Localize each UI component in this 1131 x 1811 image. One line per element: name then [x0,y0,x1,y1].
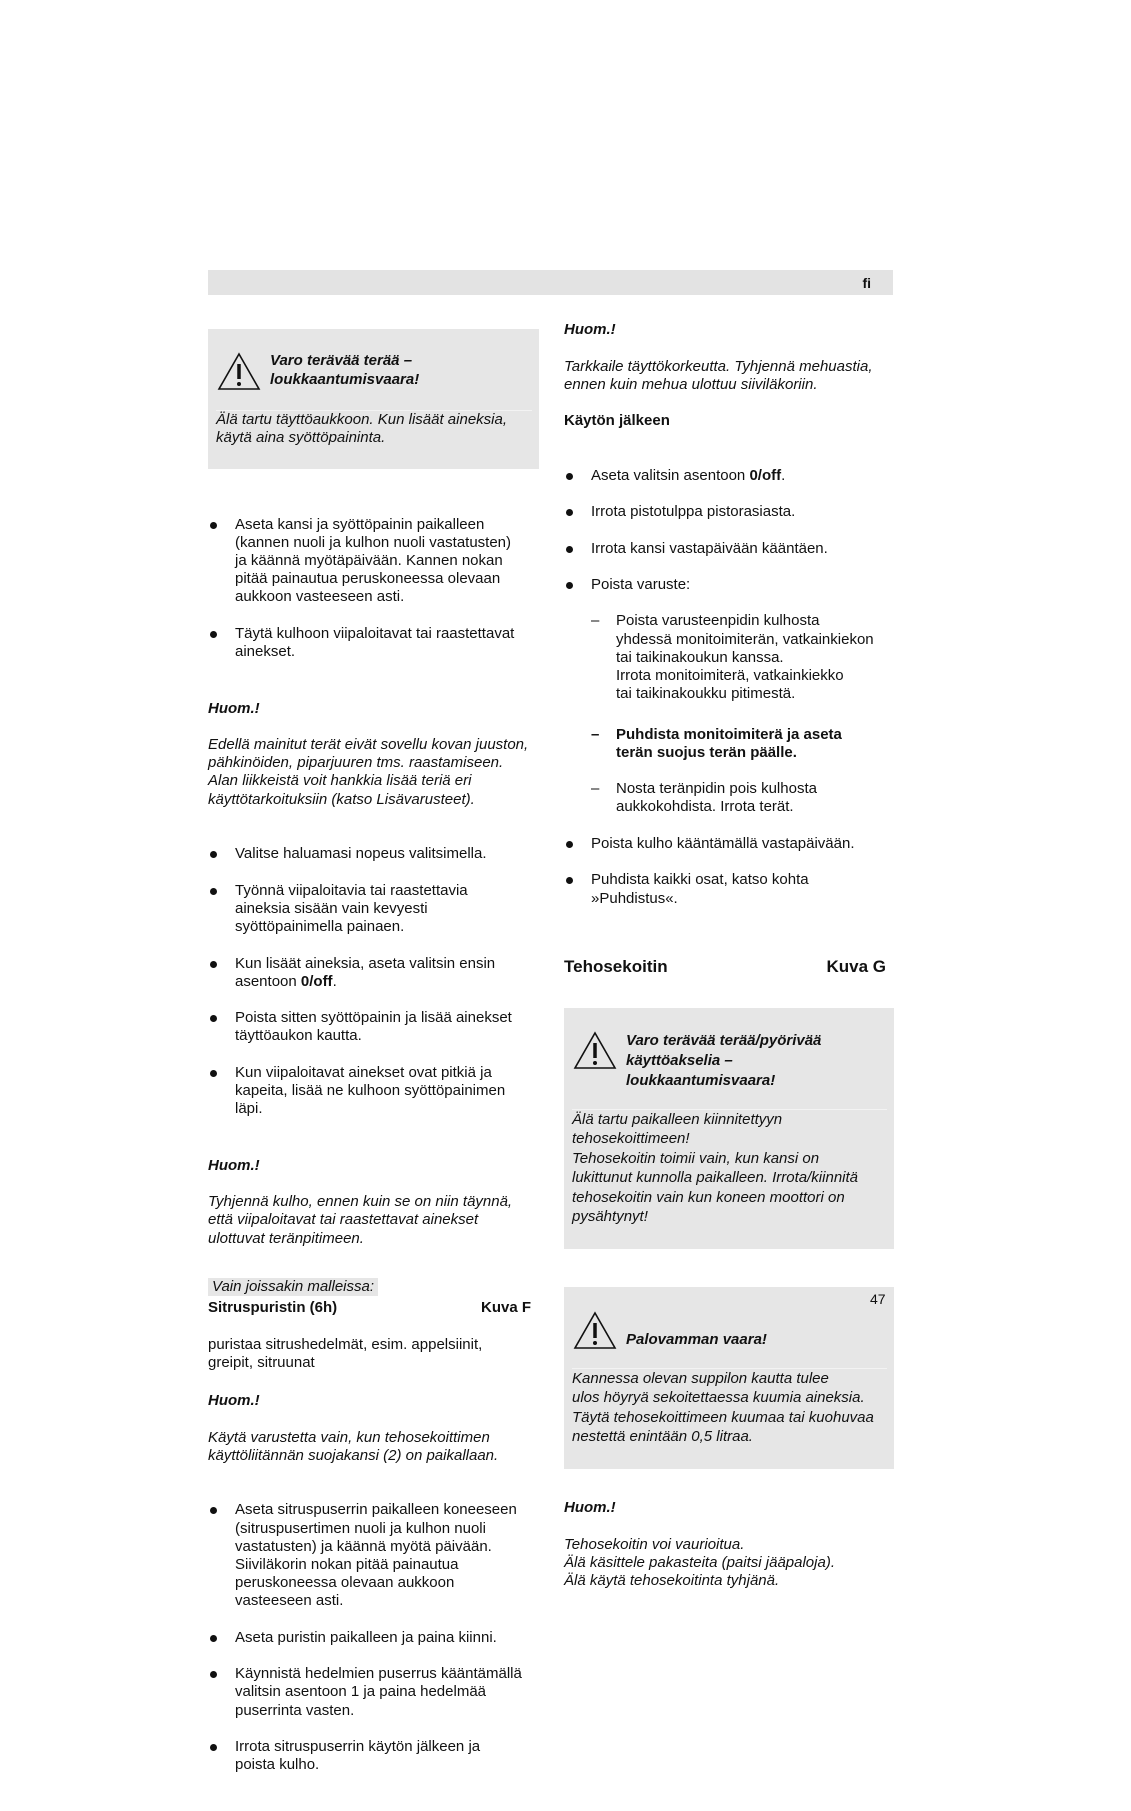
list-item: Käynnistä hedelmien puserrus kääntämällä valitsin asentoon 1 ja paina hedelmää puserrinta vasten. [208,1665,539,1720]
warning-triangle-icon [572,1310,618,1350]
warning-body: Älä tartu paikalleen kiinnitettyyn tehosekoittimeen! Tehosekoitin toimii vain, kun kansi on lukittunut kunnolla paikalleen. Irrota/kiinnitä tehosekoitin vain kun koneen moottori on pysähtynyt! [572,1109,887,1227]
header-bar [208,270,893,295]
warning-box [208,329,539,469]
list-item: Aseta puristin paikalleen ja paina kiinni. [208,1629,539,1647]
warning-body: Kannessa olevan suppilon kautta tulee ulos höyryä sekoitettaessa kuumia aineksia. Täytä tehosekoittimeen kuumaa tai kuohuvaa nestettä enintään 0,5 litraa. [572,1368,887,1447]
warning-title: Varo terävää terää/pyörivää käyttöakselia – loukkaantumisvaara! [626,1031,822,1089]
note-heading: Huom.! [564,1499,616,1517]
list-item: Valitse haluamasi nopeus valitsimella. [208,845,539,863]
warning-title: Varo terävää terää – loukkaantumisvaara! [270,352,420,388]
sub-item-bold [564,726,894,762]
list-item [564,467,894,485]
citrus-description: puristaa sitrushedelmät, esim. appelsiinit, greipit, sitruunat [208,1335,483,1371]
item-bold: 0/off [300,972,333,990]
note-text: Edellä mainitut terät eivät sovellu kovan juuston, pähkinöiden, piparjuuren tms. raastamiseen. Alan liikkeistä voit hankkia lisää teriä eri käyttötarkoituksiin (katso Lisävarusteet). [208,736,529,808]
note-heading: Huom.! [208,1156,260,1174]
warning-triangle-icon [572,1030,618,1070]
bullet-list [564,449,894,926]
after-use-heading: Käytön jälkeen [564,412,670,430]
sub-item: – Poista varusteenpidin kulhosta yhdessä monitoimiterän, vatkainkiekon tai taikinakoukun kanssa. Irrota monitoimiterä, vatkainkiekko tai taikinakoukku pitimestä. [564,612,894,703]
warning-box [564,1287,894,1469]
item-bold: 0/off [749,466,782,484]
warning-body: Älä tartu täyttöaukkoon. Kun lisäät aineksia, käytä aina syöttöpaininta. [216,410,532,447]
item-text: . [781,466,786,484]
list-item: Poista sitten syöttöpainin ja lisää ainekset täyttöaukon kautta. [208,1009,539,1045]
note-text: Tehosekoitin voi vaurioitua. Älä käsittele pakasteita (paitsi jääpaloja). Älä käytä tehosekoitinta tyhjänä. [564,1535,835,1589]
list-item: Irrota pistotulppa pistorasiasta. [564,503,894,521]
list-item: Irrota kansi vastapäivään kääntäen. [564,540,894,558]
item-text: Kun lisäät aineksia, aseta valitsin ensin asentoon [235,954,496,990]
list-item: Poista varuste: [564,576,894,594]
note-text: Tyhjennä kulho, ennen kuin se on niin täynnä, että viipaloitavat tai raastettavat ainekset ulottuvat teränpitimeen. [208,1193,513,1247]
warning-title: Palovamman vaara! [626,1331,767,1349]
figure-ref: Kuva F [480,1299,531,1317]
list-item: Irrota sitruspuserrin käytön jälkeen ja poista kulho. [208,1738,539,1774]
right-column [564,301,894,1608]
warning-box [564,1008,894,1250]
bullet-list [208,827,539,1136]
list-item [208,955,539,991]
list-item: Kun viipaloitavat ainekset ovat pitkiä ja kapeita, lisää ne kulhoon syöttöpainimen läpi. [208,1064,539,1119]
list-item: Aseta kansi ja syöttöpainin paikalleen (kannen nuoli ja kulhon nuoli vastatusten) ja käännä myötäpäivään. Kannen nokan pitää painautua peruskoneessa olevaan aukkoon vasteeseen asti. [208,516,539,607]
note-text: Käytä varustetta vain, kun tehosekoittimen käyttöliitännän suojakansi (2) on paikallaan. [208,1428,499,1464]
note-text: Tarkkaile täyttökorkeutta. Tyhjennä mehuastia, ennen kuin mehua ulottuu siiviläkoriin. [564,357,873,393]
left-column [208,311,539,1811]
sub-item: – Nosta teränpidin pois kulhosta aukkokohdista. Irrota terät. [564,780,894,816]
citrus-title: Sitruspuristin (6h) [208,1299,338,1317]
models-note: Vain joissakin malleissa: [208,1278,378,1296]
list-item: Poista kulho kääntämällä vastapäivään. [564,835,894,853]
list-item: Aseta sitruspuserrin paikalleen koneeseen (sitruspusertimen nuoli ja kulhon nuoli vastatusten) ja käännä myötä päivään. Siiviläkorin nokan pitää painautua peruskoneessa olevaan aukkoon vasteeseen asti. [208,1501,539,1610]
section-title: Tehosekoitin [564,957,668,977]
note-heading: Huom.! [208,699,260,717]
note-heading: Huom.! [208,1392,260,1410]
list-item: Täytä kulhoon viipaloitavat tai raastettavat ainekset. [208,625,539,661]
sub-item-text: Puhdista monitoimiterä ja aseta terän suojus terän päälle. [616,725,842,761]
list-item: Puhdista kaikki osat, katso kohta »Puhdistus«. [564,871,894,907]
section-heading [564,958,894,976]
list-item: Työnnä viipaloitavia tai raastettavia aineksia sisään vain kevyesti syöttöpainimella painaen. [208,882,539,937]
language-code: fi [862,275,871,291]
bullet-list [208,497,539,679]
figure-ref: Kuva G [826,957,886,977]
item-text: Aseta valitsin asentoon [591,466,750,484]
item-text: . [332,972,337,990]
warning-triangle-icon [216,351,262,391]
citrus-heading [208,1299,539,1317]
page-number: 47 [870,1291,886,1307]
bullet-list [208,1483,539,1792]
note-heading: Huom.! [564,321,616,339]
